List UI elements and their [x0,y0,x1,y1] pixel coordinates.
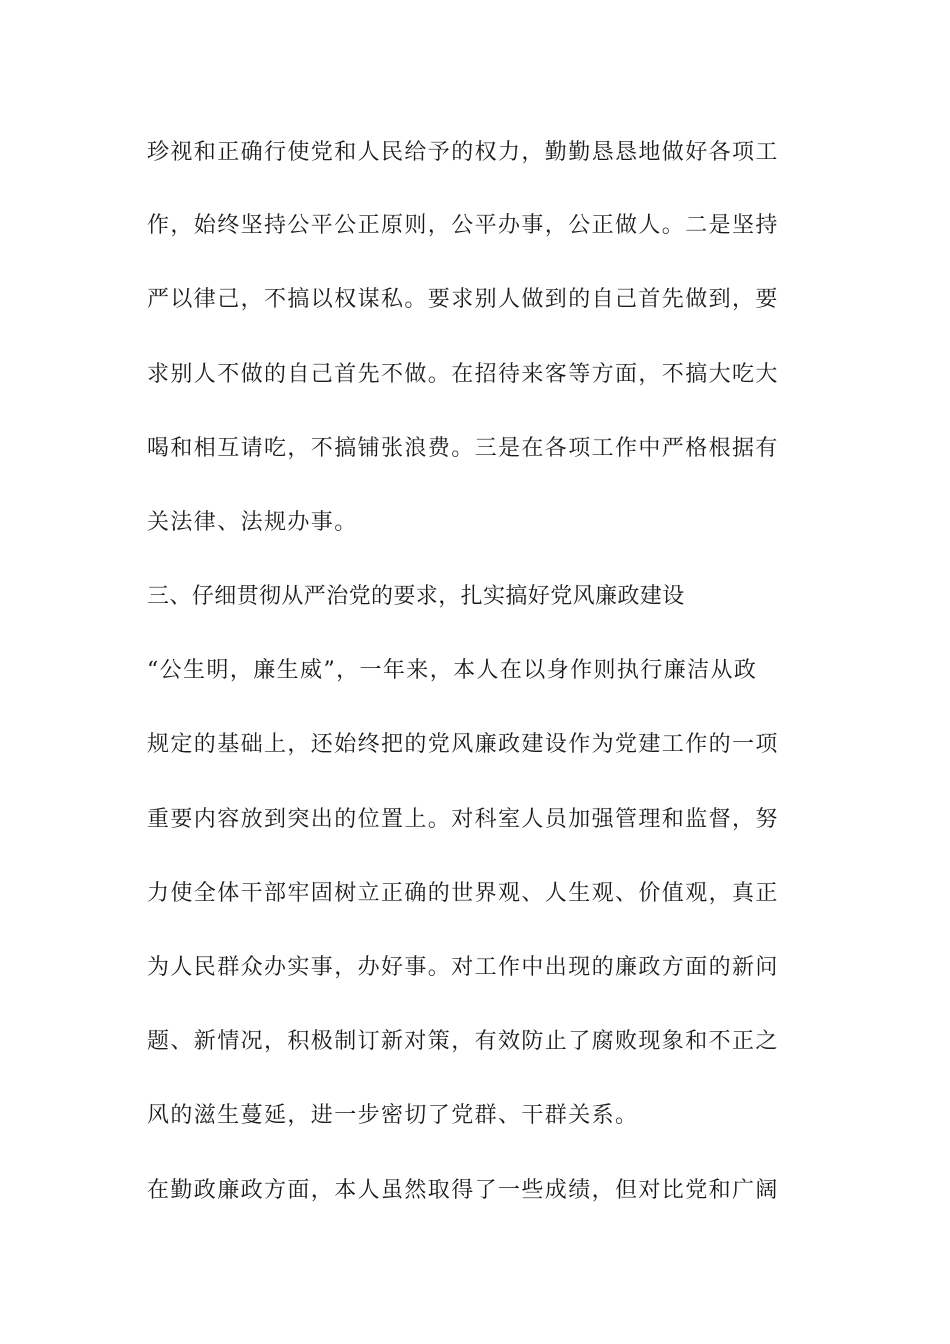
paragraph-line: 喝和相互请吃，不搞铺张浪费。三是在各项工作中严格根据有 [147,436,779,461]
paragraph-line: 严以律己，不搞以权谋私。要求别人做到的自己首先做到，要 [147,287,779,312]
paragraph-line: “公生明，廉生威”，一年来，本人在以身作则执行廉洁从政 [147,658,758,683]
paragraph-line: 珍视和正确行使党和人民给予的权力，勤勤恳恳地做好各项工 [147,140,779,165]
paragraph-line: 求别人不做的自己首先不做。在招待来客等方面，不搞大吃大 [147,362,779,387]
paragraph-line: 重要内容放到突出的位置上。对科室人员加强管理和监督，努 [147,807,779,832]
paragraph-line: 规定的基础上，还始终把的党风廉政建设作为党建工作的一项 [147,732,779,757]
paragraph-line: 在勤政廉政方面，本人虽然取得了一些成绩，但对比党和广阔 [147,1178,779,1203]
paragraph-line: 风的滋生蔓延，进一步密切了党群、干群关系。 [147,1103,639,1128]
paragraph-line: 力使全体干部牢固树立正确的世界观、人生观、价值观，真正 [147,881,779,906]
paragraph-line: 作，始终坚持公平公正原则，公平办事，公正做人。二是坚持 [147,213,779,238]
paragraph-line: 题、新情况，积极制订新对策，有效防止了腐败现象和不正之 [147,1029,779,1054]
paragraph-line: 为人民群众办实事，办好事。对工作中出现的廉政方面的新问 [147,955,779,980]
section-heading: 三、仔细贯彻从严治党的要求，扎实搞好党风廉政建设 [147,584,685,609]
paragraph-line: 关法律、法规办事。 [147,510,358,535]
